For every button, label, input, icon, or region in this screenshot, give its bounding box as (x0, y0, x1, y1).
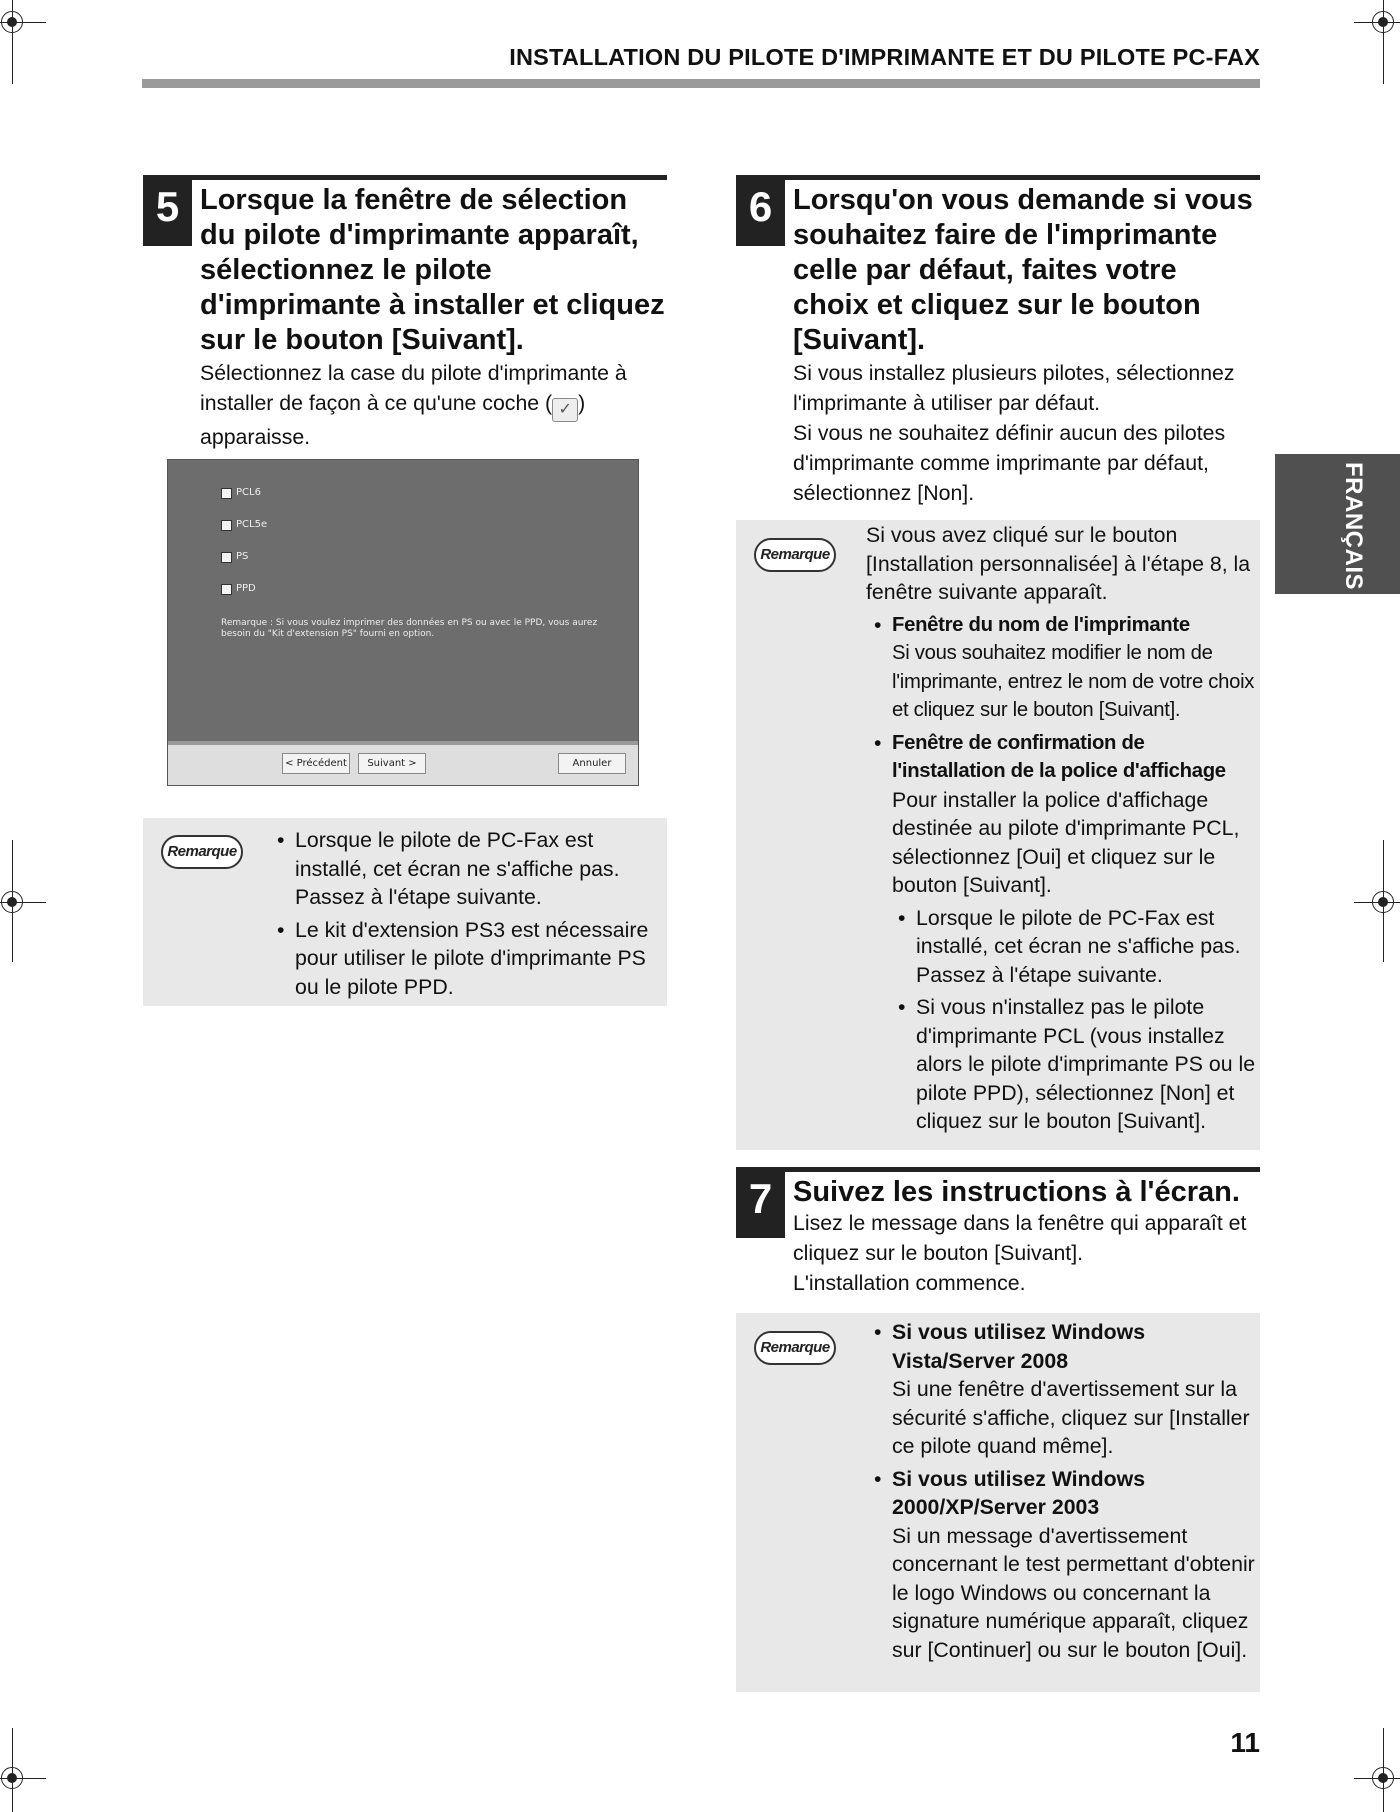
step-6-title: Lorsqu'on vous demande si vous souhaitez faire de l'imprimante celle par défaut, faites votre choix et cliquez sur le bouton [Suivant]. (793, 184, 1253, 356)
language-tab-label: FRANÇAIS (1340, 462, 1367, 590)
remark-badge-icon: Remarque (754, 1331, 836, 1365)
note-subbullet: • Si vous n'installez pas le pilote d'imprimante PCL (vous installez alors le pilote d'imprimante PS ou le pilote PPD), sélectionnez [Non] et cliquez sur le bouton [Suivant]. (898, 995, 1256, 1133)
step-6-body (793, 358, 1263, 508)
step-5-body (200, 358, 670, 452)
cancel-button: Annuler (558, 753, 626, 774)
remark-badge-icon: Remarque (161, 835, 243, 869)
checkbox-checked-icon: ✓ (552, 398, 578, 422)
note-bullet: • Fenêtre du nom de l'imprimante Si vous souhaitez modifier le nom de l'imprimante, entrez le nom de votre choix et cliquez sur le bouton [Suivant]. (874, 612, 1255, 721)
checkbox-pcl6 (221, 488, 232, 499)
driver-selection-screenshot (167, 459, 639, 786)
step-6-body-line: Si vous installez plusieurs pilotes, sélectionnez l'imprimante à utiliser par défaut. (793, 361, 1235, 415)
step-6-note-text (866, 521, 1256, 1136)
step-5-number: 5 (143, 175, 192, 246)
header-title: INSTALLATION DU PILOTE D'IMPRIMANTE ET DU PILOTE PC-FAX (509, 44, 1260, 70)
option-pcl5e: PCL5e (236, 519, 268, 530)
back-button: < Précédent (282, 753, 350, 774)
step-6-note-intro: Si vous avez cliqué sur le bouton [Installation personnalisée] à l'étape 8, la fenêtre suivante apparaît. (866, 523, 1251, 604)
note-bullet: • Le kit d'extension PS3 est nécessaire pour utiliser le pilote d'imprimante PS ou le pilote PPD. (277, 917, 649, 999)
option-ppd: PPD (236, 583, 256, 594)
note-bullet: • Si vous utilisez Windows Vista/Server 2008 Si une fenêtre d'avertissement sur la sécurité s'affiche, cliquez sur [Installer ce pilote quand même]. (874, 1320, 1250, 1458)
step-7-note (736, 1313, 1260, 1692)
step-5-note (143, 818, 667, 1006)
step-5-body-before: Sélectionnez la case du pilote d'imprimante à installer de façon à ce qu'une coche ( (200, 361, 627, 415)
step-7-body-line: Lisez le message dans la fenêtre qui apparaît et cliquez sur le bouton [Suivant]. (793, 1211, 1247, 1265)
step-7-note-text (866, 1314, 1256, 1664)
step-5-note-text (277, 822, 657, 1001)
page-number: 11 (1230, 1727, 1260, 1758)
page-header (142, 44, 1260, 88)
note-bullet: • Fenêtre de confirmation de l'installation de la police d'affichage Pour installer la police d'affichage destinée au pilote d'imprimante PCL, sélectionnez [Oui] et cliquez sur le bouton [Suivant]. (874, 730, 1240, 897)
header-rule (142, 79, 1260, 88)
step-6-rule (736, 175, 1260, 180)
step-5-title: Lorsque la fenêtre de sélection du pilote d'imprimante apparaît, sélectionnez le pilote d'imprimante à installer et cliquez sur le bouton [Suivant]. (200, 184, 665, 356)
step-5-body-after: ) apparaisse. (200, 391, 586, 449)
note-bullet: • Si vous utilisez Windows 2000/XP/Server 2003 Si un message d'avertissement concernant le test permettant d'obtenir le logo Windows ou concernant la signature numérique apparaît, cliquez sur [Continuer] ou sur le bouton [Oui]. (874, 1466, 1255, 1662)
checkbox-ps (221, 552, 232, 563)
step-7-body (793, 1208, 1263, 1298)
step-6 (736, 175, 1260, 375)
checkbox-pcl5e (221, 520, 232, 531)
step-7-rule (736, 1167, 1260, 1172)
checkbox-ppd (221, 584, 232, 595)
option-ps: PS (236, 551, 249, 562)
remark-badge-icon: Remarque (754, 538, 836, 572)
step-6-body-line: Si vous ne souhaitez définir aucun des pilotes d'imprimante comme imprimante par défaut, sélectionnez [Non]. (793, 421, 1226, 505)
step-5 (143, 175, 667, 375)
screenshot-remark: Remarque : Si vous voulez imprimer des données en PS ou avec le PPD, vous aurez besoin du "Kit d'extension PS" fourni en option. (221, 618, 598, 639)
note-subbullet: • Lorsque le pilote de PC-Fax est installé, cet écran ne s'affiche pas. Passez à l'étape suivante. (898, 905, 1241, 987)
step-7-title: Suivez les instructions à l'écran. (793, 1176, 1240, 1208)
screenshot-button-bar (168, 741, 638, 785)
step-7-number: 7 (736, 1167, 785, 1238)
step-7-body-line: L'installation commence. (793, 1271, 1026, 1295)
step-6-note (736, 520, 1260, 1150)
step-6-number: 6 (736, 175, 785, 246)
option-pcl6: PCL6 (236, 487, 261, 498)
language-tab (1275, 454, 1400, 594)
step-5-rule (143, 175, 667, 180)
next-button: Suivant > (358, 753, 426, 774)
note-bullet: • Lorsque le pilote de PC-Fax est installé, cet écran ne s'affiche pas. Passez à l'étape suivante. (277, 828, 620, 909)
